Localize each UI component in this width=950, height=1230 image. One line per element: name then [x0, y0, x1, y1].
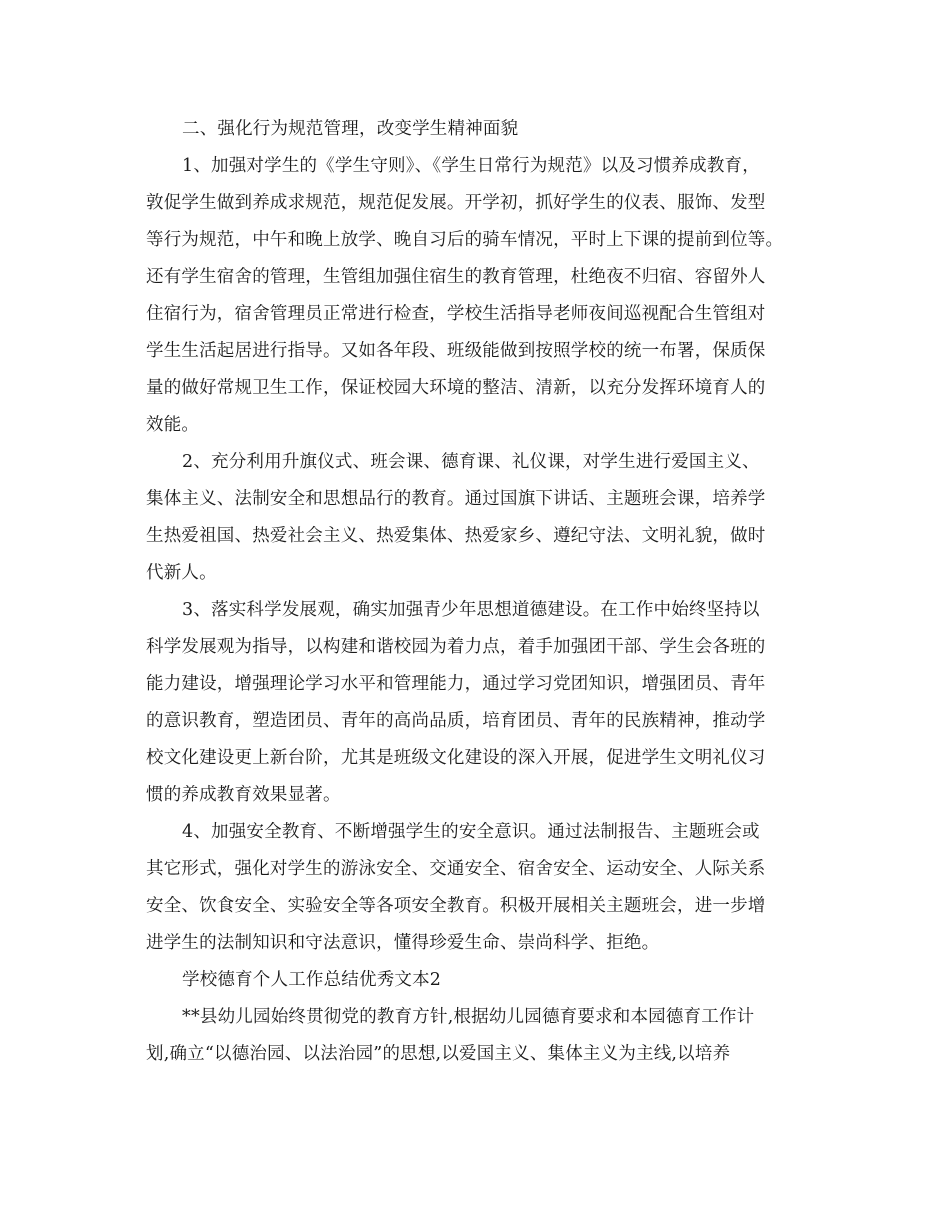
paragraph-1-line-8: 效能。	[146, 415, 200, 435]
paragraph-5-line-2: 划,确立“以德治园、以法治园”的思想,以爱国主义、集体主义为主线,以培养	[146, 1044, 731, 1064]
paragraph-5-line-1: **县幼儿园始终贯彻党的教育方针,根据幼儿园德育要求和本园德育工作计	[182, 1007, 755, 1027]
paragraph-2-line-4: 代新人。	[146, 563, 217, 583]
paragraph-2-line-1: 2、充分利用升旗仪式、班会课、德育课、礼仪课，对学生进行爱国主义、	[182, 452, 760, 472]
paragraph-3-line-1: 3、落实科学发展观，确实加强青少年思想道德建设。在工作中始终坚持以	[182, 600, 760, 620]
paragraph-1-line-7: 量的做好常规卫生工作，保证校园大环境的整洁、清新，以充分发挥环境育人的	[146, 378, 766, 398]
paragraph-1-line-1: 1、加强对学生的《学生守则》、《学生日常行为规范》以及习惯养成教育，	[182, 156, 760, 176]
paragraph-2-line-2: 集体主义、法制安全和思想品行的教育。通过国旗下讲话、主题班会课，培养学	[146, 489, 766, 509]
paragraph-1-line-5: 住宿行为，宿舍管理员正常进行检查，学校生活指导老师夜间巡视配合生管组对	[146, 304, 766, 324]
paragraph-3-line-6: 惯的养成教育效果显著。	[146, 785, 341, 805]
paragraph-1-line-2: 敦促学生做到养成求规范，规范促发展。开学初，抓好学生的仪表、服饰、发型	[146, 193, 766, 213]
paragraph-3-line-5: 校文化建设更上新台阶，尤其是班级文化建设的深入开展，促进学生文明礼仪习	[146, 748, 766, 768]
paragraph-3-line-4: 的意识教育，塑造团员、青年的高尚品质，培育团员、青年的民族精神，推动学	[146, 711, 766, 731]
paragraph-4-line-1: 4、加强安全教育、不断增强学生的安全意识。通过法制报告、主题班会或	[182, 822, 760, 842]
paragraph-4-line-4: 进学生的法制知识和守法意识，懂得珍爱生命、崇尚科学、拒绝。	[146, 933, 660, 953]
section-title: 学校德育个人工作总结优秀文本2	[182, 970, 442, 990]
paragraph-1-line-4: 还有学生宿舍的管理，生管组加强住宿生的教育管理，杜绝夜不归宿、容留外人	[146, 267, 766, 287]
paragraph-2-line-3: 生热爱祖国、热爱社会主义、热爱集体、热爱家乡、遵纪守法、文明礼貌，做时	[146, 526, 766, 546]
section-heading: 二、强化行为规范管理，改变学生精神面貌	[182, 119, 519, 139]
paragraph-4-line-3: 安全、饮食安全、实验安全等各项安全教育。积极开展相关主题班会，进一步增	[146, 896, 766, 916]
paragraph-1-line-6: 学生生活起居进行指导。又如各年段、班级能做到按照学校的统一布署，保质保	[146, 341, 766, 361]
paragraph-3-line-3: 能力建设，增强理论学习水平和管理能力，通过学习党团知识，增强团员、青年	[146, 674, 766, 694]
paragraph-3-line-2: 科学发展观为指导，以构建和谐校园为着力点，着手加强团干部、学生会各班的	[146, 637, 766, 657]
paragraph-1-line-3: 等行为规范，中午和晚上放学、晚自习后的骑车情况，平时上下课的提前到位等。	[146, 230, 784, 250]
paragraph-4-line-2: 其它形式，强化对学生的游泳安全、交通安全、宿舍安全、运动安全、人际关系	[146, 859, 766, 879]
